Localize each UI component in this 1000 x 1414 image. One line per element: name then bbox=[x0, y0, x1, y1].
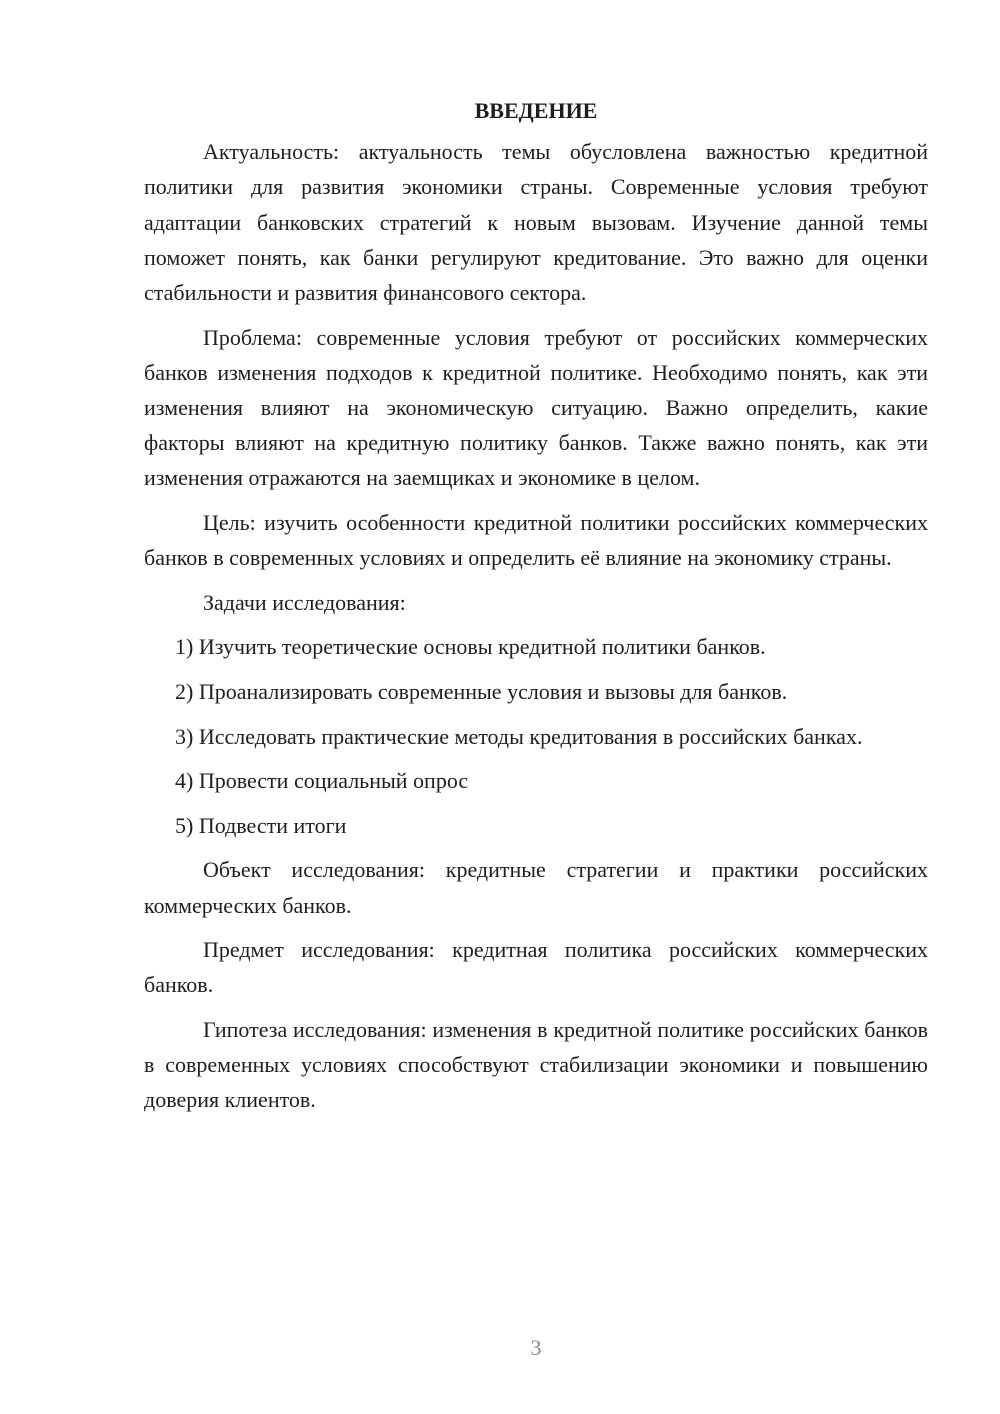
paragraph-relevance: Актуальность: актуальность темы обусловлена важностью кредитной политики для развития экономики страны. Современные условия требуют адаптации банковских стратегий к новым вызовам. Изучение данной темы поможет понять, как банки регулируют кредитование. Это важно для оценки стабильности и развития финансового сектора. bbox=[144, 139, 928, 306]
section-title: ВВЕДЕНИЕ bbox=[474, 98, 598, 123]
task-item-3: 3) Исследовать практические методы кредитования в российских банках. bbox=[175, 723, 863, 749]
task-item-5: 5) Подвести итоги bbox=[175, 812, 347, 838]
paragraph-subject: Предмет исследования: кредитная политика российских коммерческих банков. bbox=[144, 937, 928, 998]
paragraph-tasks-heading: Задачи исследования: bbox=[203, 589, 406, 615]
page-number: 3 bbox=[530, 1335, 542, 1360]
task-item-4: 4) Провести социальный опрос bbox=[175, 768, 469, 794]
paragraph-object: Объект исследования: кредитные стратегии и практики российских коммерческих банков. bbox=[144, 857, 928, 918]
paragraph-problem: Проблема: современные условия требуют от российских коммерческих банков изменения подходов к кредитной политике. Необходимо понять, как эти изменения влияют на экономическую ситуацию. Важно определить, какие факторы влияют на кредитную политику банков. Также важно понять, как эти изменения отражаются на заемщиках и экономике в целом. bbox=[144, 324, 928, 491]
task-item-1: 1) Изучить теоретические основы кредитной политики банков. bbox=[175, 634, 766, 660]
paragraph-hypothesis: Гипотеза исследования: изменения в кредитной политике российских банков в современных условиях способствуют стабилизации экономики и повышению доверия клиентов. bbox=[144, 1016, 928, 1113]
paragraph-goal: Цель: изучить особенности кредитной политики российских коммерческих банков в современных условиях и определить её влияние на экономику страны. bbox=[144, 510, 928, 571]
task-item-2: 2) Проанализировать современные условия и вызовы для банков. bbox=[175, 679, 788, 704]
document-body bbox=[144, 93, 928, 1127]
